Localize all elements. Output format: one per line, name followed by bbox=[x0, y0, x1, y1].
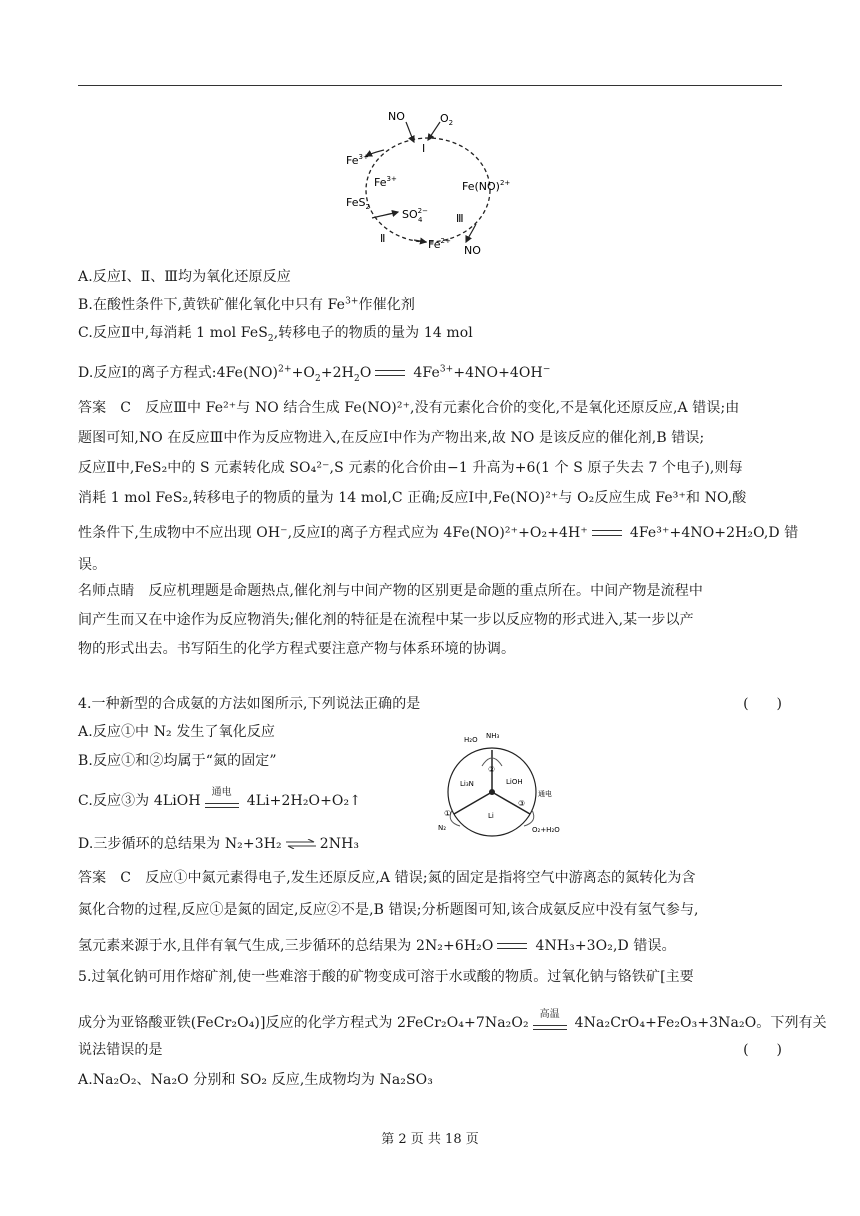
q3-option-b: B.在酸性条件下,黄铁矿催化氧化中只有 $Fe^{3+}$作催化剂 bbox=[78, 296, 415, 313]
equals-sign bbox=[497, 943, 527, 949]
q4-answer-paren: ( ) bbox=[743, 696, 782, 712]
label-o2: $O_2$ bbox=[440, 112, 454, 127]
label-roman-1: Ⅰ bbox=[422, 142, 426, 155]
arrow-no-in bbox=[406, 122, 414, 142]
answer3-line5: 性条件下,生成物中不应出现 OH⁻,反应Ⅰ的离子方程式应为 4Fe(NO)²⁺+O₂+4H⁺ 4Fe³⁺+4NO+2H₂O,D 错 bbox=[78, 525, 799, 541]
label-o2h2o: O₂+H₂O bbox=[532, 826, 560, 834]
label-li3n: Li₃N bbox=[460, 780, 474, 788]
label-feno: Fe(NO)$^{2+}$ bbox=[462, 179, 511, 193]
label-roman-3: Ⅲ bbox=[456, 212, 464, 225]
label-fe3-in: $Fe^{3+}$ bbox=[374, 175, 397, 189]
label-no-top: NO bbox=[388, 110, 405, 123]
label-lioh: LiOH bbox=[506, 778, 523, 786]
q3-option-d: D.反应Ⅰ的离子方程式$:4Fe(NO)^{2+}+O_2+2H_2O$ $4Fe^{3+}+4NO+4OH^-$ bbox=[78, 364, 551, 384]
answer3-line6: 误。 bbox=[78, 557, 107, 573]
header-rule bbox=[78, 85, 782, 86]
label-roman-2: Ⅱ bbox=[380, 232, 386, 245]
label-h2o: H₂O bbox=[464, 736, 478, 744]
high-temp-sign: 高温 bbox=[533, 1016, 567, 1030]
label-step1: ① bbox=[444, 809, 452, 818]
ammonia-cycle-diagram bbox=[432, 730, 582, 840]
equals-sign bbox=[592, 530, 622, 536]
q4-option-d: D.三步循环的总结果为 N₂+3H₂ 2NH₃ bbox=[78, 836, 360, 852]
q5-line2: 成分为亚铬酸亚铁(FeCr₂O₄)]反应的化学方程式为 2FeCr₂O₄+7Na₂O₂ 高温 4Na₂CrO₄+Fe₂O₃+3Na₂O。下列有关 bbox=[78, 1009, 827, 1031]
label-fe2: $Fe^{2+}$ bbox=[428, 237, 451, 251]
q5-answer-paren: ( ) bbox=[743, 1042, 782, 1058]
q5-line3: 说法错误的是 bbox=[78, 1042, 163, 1058]
label-so4: $SO^{2-}$ 4 bbox=[402, 207, 428, 224]
electrolysis-sign: 通电 bbox=[205, 794, 239, 808]
answer3-line1: 答案 C 反应Ⅲ中 Fe²⁺与 NO 结合生成 Fe(NO)²⁺,没有元素化合价的变化,不是氧化还原反应,A 错误;由 bbox=[78, 400, 740, 416]
label-li: Li bbox=[488, 812, 494, 820]
answer4-line1: 答案 C 反应①中氮元素得电子,发生还原反应,A 错误;氮的固定是指将空气中游离态的氮转化为含 bbox=[78, 870, 696, 886]
label-nh3: NH₃ bbox=[486, 732, 500, 740]
reversible-arrow-icon bbox=[286, 839, 316, 849]
q4-option-a: A.反应①中 N₂ 发生了氧化反应 bbox=[78, 724, 276, 740]
q4-option-b: B.反应①和②均属于“氮的固定” bbox=[78, 753, 277, 769]
label-fes2: FeS$_2$ bbox=[346, 196, 370, 211]
answer4-line3: 氢元素来源于水,且伴有氧气生成,三步循环的总结果为 2N₂+6H₂O 4NH₃+3O₂,D 错误。 bbox=[78, 938, 676, 954]
page-footer: 第 2 页 共 18 页 bbox=[381, 1132, 479, 1147]
q4-stem: 4.一种新型的合成氨的方法如图所示,下列说法正确的是 bbox=[78, 696, 421, 712]
arrow-o2-in bbox=[428, 122, 440, 140]
label-n2: N₂ bbox=[438, 824, 447, 832]
label-no-bottom: NO bbox=[464, 244, 481, 257]
label-step3: ③ bbox=[518, 799, 526, 808]
answer3-line3: 反应Ⅱ中,FeS₂中的 S 元素转化成 SO₄²⁻,S 元素的化合价由−1 升高为+6(1 个 S 原子失去 7 个电子),则每 bbox=[78, 460, 743, 476]
tip-line1: 名师点睛 反应机理题是命题热点,催化剂与中间产物的区别更是命题的重点所在。中间产物是流程中 bbox=[78, 583, 703, 599]
equals-sign bbox=[375, 370, 405, 376]
label-step2: ② bbox=[488, 765, 496, 774]
q3-option-a: A.反应Ⅰ、Ⅱ、Ⅲ均为氧化还原反应 bbox=[78, 269, 291, 285]
q5-line1: 5.过氧化钠可用作熔矿剂,使一些难溶于酸的矿物变成可溶于水或酸的物质。过氧化钠与铬铁矿[主要 bbox=[78, 969, 694, 985]
tip-line2: 间产生而又在中途作为反应物消失;催化剂的特征是在流程中某一步以反应物的形式进入,某一步以产 bbox=[78, 612, 694, 628]
catalytic-cycle-diagram bbox=[340, 108, 520, 258]
tip-line3: 物的形式出去。书写陌生的化学方程式要注意产物与体系环境的协调。 bbox=[78, 641, 516, 657]
answer3-line2: 题图可知,NO 在反应Ⅲ中作为反应物进入,在反应Ⅰ中作为产物出来,故 NO 是该反应的催化剂,B 错误; bbox=[78, 430, 705, 446]
q5-option-a: A.Na₂O₂、Na₂O 分别和 SO₂ 反应,生成物均为 Na₂SO₃ bbox=[78, 1072, 433, 1088]
q3-option-c: C.反应Ⅱ中,每消耗 1 mol FeS$_2$,转移电子的物质的量为 14 mol bbox=[78, 325, 473, 344]
arrow-so4-out bbox=[372, 212, 398, 218]
label-tongdian: 通电 bbox=[538, 790, 552, 798]
label-fe3-out: $Fe^{3+}$ bbox=[346, 153, 369, 167]
q4-option-c: C.反应③为 4LiOH 通电 4Li+2H₂O+O₂↑ bbox=[78, 787, 362, 809]
answer3-line4: 消耗 1 mol FeS₂,转移电子的物质的量为 14 mol,C 正确;反应Ⅰ中,Fe(NO)²⁺与 O₂反应生成 Fe³⁺和 NO,酸 bbox=[78, 490, 747, 506]
answer4-line2: 氮化合物的过程,反应①是氮的固定,反应②不是,B 错误;分析题图可知,该合成氨反应中没有氢气参与, bbox=[78, 902, 699, 918]
